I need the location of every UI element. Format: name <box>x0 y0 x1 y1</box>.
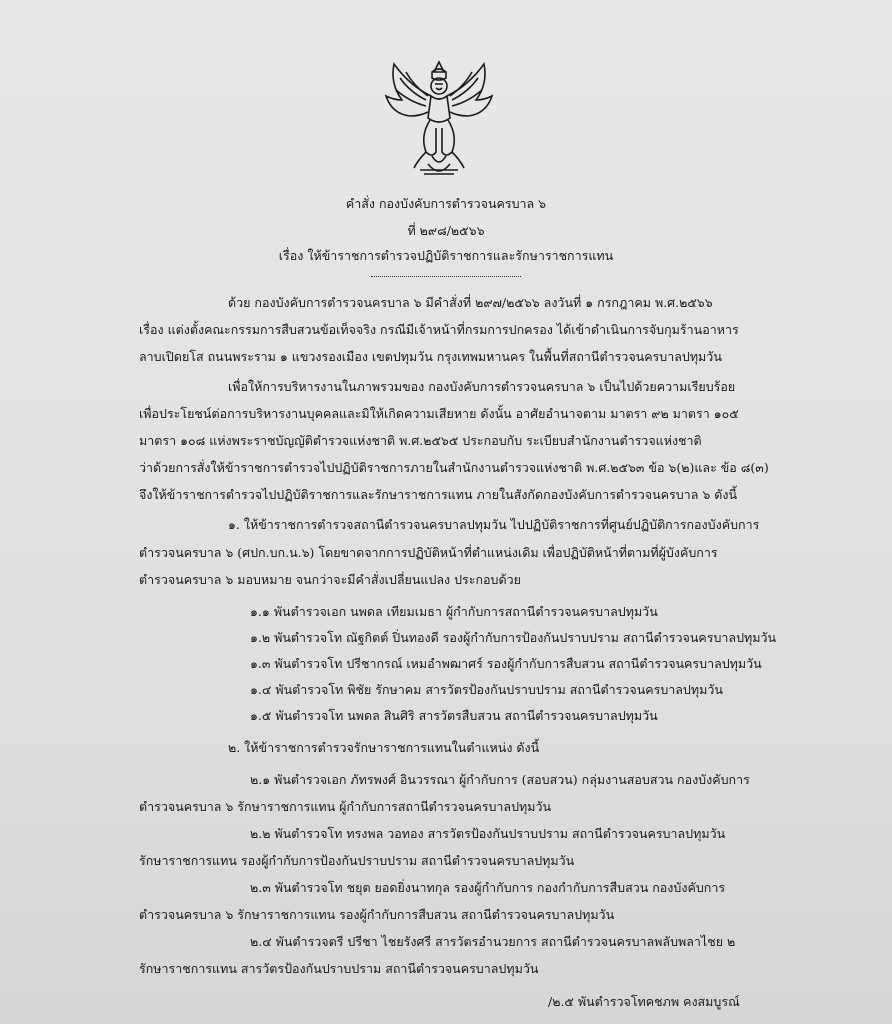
section-1-line: ตำรวจนครบาล ๖ มอบหมาย จนกว่าจะมีคำสั่งเปลี่ยนแปลง ประกอบด้วย <box>139 572 521 587</box>
order-subject: เรื่อง ให้ข้าราชการตำรวจปฏิบัติราชการและรักษาราชการแทน <box>278 248 614 263</box>
garuda-emblem-icon <box>380 56 498 180</box>
paragraph-1-line: ด้วย กองบังคับการตำรวจนครบาล ๖ มีคำสั่งที่ ๒๙๗/๒๕๖๖ ลงวันที่ ๑ กรกฎาคม พ.ศ.๒๕๖๖ <box>228 295 713 310</box>
order-title: คำสั่ง กองบังคับการตำรวจนครบาล ๖ <box>345 196 547 211</box>
paragraph-2-line: เพื่อประโยชน์ต่อการบริหารงานบุคคลและมิให้เกิดความเสียหาย ดังนั้น อาศัยอำนาจตาม มาตรา ๙๒ มาตรา ๑๐๕ <box>139 406 739 421</box>
section-2-item-cont: ตำรวจนครบาล ๖ รักษาราชการแทน ผู้กำกับการสถานีตำรวจนครบาลปทุมวัน <box>139 799 552 814</box>
continuation-note: /๒.๕ พันตำรวจโทคชภพ คงสมบูรณ์ <box>548 994 740 1009</box>
order-number: ที่ ๒๙๘/๒๕๖๖ <box>407 223 485 238</box>
section-2-item-cont: ตำรวจนครบาล ๖ รักษาราชการแทน รองผู้กำกับการสืบสวน สถานีตำรวจนครบาลปทุมวัน <box>139 907 615 922</box>
divider <box>371 276 521 277</box>
paragraph-1-line: ลาบเปิดยโส ถนนพระราม ๑ แขวงรองเมือง เขตปทุมวัน กรุงเทพมหานคร ในพื้นที่สถานีตำรวจนครบาลปทุมวัน <box>139 349 722 364</box>
section-2-item-cont: รักษาราชการแทน รองผู้กำกับการป้องกันปราบปราม สถานีตำรวจนครบาลปทุมวัน <box>139 853 575 868</box>
section-1-item: ๑.๑ พันตำรวจเอก นพดล เทียมเมธา ผู้กำกับการสถานีตำรวจนครบาลปทุมวัน <box>250 604 658 619</box>
section-1-item: ๑.๕ พันตำรวจโท นพดล สินศิริ สารวัตรสืบสวน สถานีตำรวจนครบาลปทุมวัน <box>250 708 658 723</box>
section-2-item: ๒.๑ พันตำรวจเอก ภัทรพงศ์ อินวรรณา ผู้กำกับการ (สอบสวน) กลุ่มงานสอบสวน กองบังคับการ <box>250 772 750 787</box>
paragraph-2-line: ว่าด้วยการสั่งให้ข้าราชการตำรวจไปปฏิบัติราชการภายในสำนักงานตำรวจแห่งชาติ พ.ศ.๒๕๖๓ ข้อ ๖(๒)และ ข้อ ๘(๓) <box>139 460 769 475</box>
section-2-item: ๒.๓ พันตำรวจโท ชยุต ยอดยิ่งนาทกุล รองผู้กำกับการ กองกำกับการสืบสวน กองบังคับการ <box>250 880 726 895</box>
section-1-item: ๑.๒ พันตำรวจโท ณัฐกิตต์ ปิ่นทองดี รองผู้กำกับการป้องกันปราบปราม สถานีตำรวจนครบาลปทุมวัน <box>250 630 777 645</box>
section-1-item: ๑.๓ พันตำรวจโท ปรีชากรณ์ เหมอำพฒาศร์ รองผู้กำกับการสืบสวน สถานีตำรวจนครบาลปทุมวัน <box>250 656 762 671</box>
section-1-line: ๑. ให้ข้าราชการตำรวจสถานีตำรวจนครบาลปทุมวัน ไปปฏิบัติราชการที่ศูนย์ปฏิบัติการกองบังคับการ <box>228 517 760 532</box>
paragraph-2-line: เพื่อให้การบริหารงานในภาพรวมของ กองบังคับการตำรวจนครบาล ๖ เป็นไปด้วยความเรียบร้อย <box>228 379 736 394</box>
section-1-item: ๑.๔ พันตำรวจโท พิชัย รักษาคม สารวัตรป้องกันปราบปราม สถานีตำรวจนครบาลปทุมวัน <box>250 682 723 697</box>
section-2-item-cont: รักษาราชการแทน สารวัตรป้องกันปราบปราม สถานีตำรวจนครบาลปทุมวัน <box>139 961 539 976</box>
section-1-line: ตำรวจนครบาล ๖ (ศปก.บก.น.๖) โดยขาดจากการปฏิบัติหน้าที่ตำแหน่งเดิม เพื่อปฏิบัติหน้าที่ตามที่ผู้บังคับการ <box>139 545 718 560</box>
paragraph-2-line: จึงให้ข้าราชการตำรวจไปปฏิบัติราชการและรักษาราชการแทน ภายในสังกัดกองบังคับการตำรวจนครบาล ๖ ดังนี้ <box>139 487 738 502</box>
section-2-item: ๒.๔ พันตำรวจตรี ปรีชา ไชยรังศรี สารวัตรอำนวยการ สถานีตำรวจนครบาลพลับพลาไชย ๒ <box>250 934 736 949</box>
paragraph-1-line: เรื่อง แต่งตั้งคณะกรรมการสืบสวนข้อเท็จจริง กรณีมีเจ้าหน้าที่กรมการปกครอง ได้เข้าดำเนินการจับกุมร้านอาหาร <box>139 322 739 337</box>
section-2-heading: ๒. ให้ข้าราชการตำรวจรักษาราชการแทนในตำแหน่ง ดังนี้ <box>228 740 540 755</box>
section-2-item: ๒.๒ พันตำรวจโท ทรงพล วอทอง สารวัตรป้องกันปราบปราม สถานีตำรวจนครบาลปทุมวัน <box>250 826 726 841</box>
paragraph-2-line: มาตรา ๑๐๘ แห่งพระราชบัญญัติตำรวจแห่งชาติ พ.ศ.๒๕๖๕ ประกอบกับ ระเบียบสำนักงานตำรวจแห่งชาติ <box>139 433 702 448</box>
